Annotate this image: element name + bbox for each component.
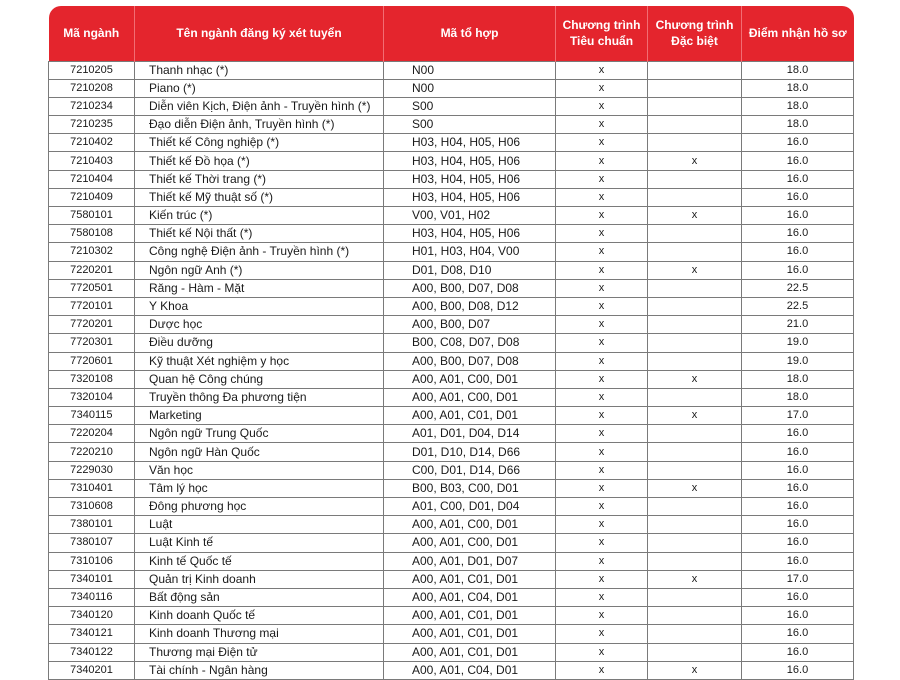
major-code-cell: 7210208 [49, 79, 135, 97]
major-code-cell: 7210404 [49, 170, 135, 188]
major-code-cell: 7220201 [49, 261, 135, 279]
table-row [49, 188, 854, 206]
major-code-cell: 7340120 [49, 607, 135, 625]
major-code-cell: 7210205 [49, 61, 135, 79]
standard-program-cell: x [556, 425, 648, 443]
subject-combination-cell: A00, B00, D07, D08 [384, 352, 556, 370]
subject-combination-cell: A00, B00, D07, D08 [384, 279, 556, 297]
subject-combination-cell: S00 [384, 97, 556, 115]
application-score-cell: 19.0 [742, 352, 854, 370]
table-row [49, 152, 854, 170]
application-score-cell: 21.0 [742, 316, 854, 334]
major-code-cell: 7310106 [49, 552, 135, 570]
subject-combination-cell: A00, A01, C00, D01 [384, 534, 556, 552]
application-score-cell: 16.0 [742, 207, 854, 225]
special-program-cell [648, 643, 742, 661]
major-code-cell: 7340201 [49, 661, 135, 679]
table-row [49, 116, 854, 134]
standard-program-cell: x [556, 334, 648, 352]
subject-combination-cell: A00, A01, C04, D01 [384, 588, 556, 606]
standard-program-cell: x [556, 297, 648, 315]
standard-program-cell: x [556, 316, 648, 334]
subject-combination-cell: B00, C08, D07, D08 [384, 334, 556, 352]
table-row [49, 534, 854, 552]
major-name-cell: Điều dưỡng [135, 334, 384, 352]
major-code-cell: 7720601 [49, 352, 135, 370]
special-program-cell [648, 61, 742, 79]
major-name-cell: Công nghệ Điện ảnh - Truyền hình (*) [135, 243, 384, 261]
table-row [49, 279, 854, 297]
standard-program-cell: x [556, 498, 648, 516]
table-row [49, 170, 854, 188]
special-program-cell: x [648, 207, 742, 225]
subject-combination-cell: H03, H04, H05, H06 [384, 170, 556, 188]
major-name-cell: Truyền thông Đa phương tiện [135, 388, 384, 406]
application-score-cell: 17.0 [742, 570, 854, 588]
major-code-cell: 7380107 [49, 534, 135, 552]
application-score-cell: 18.0 [742, 97, 854, 115]
major-code-cell: 7320108 [49, 370, 135, 388]
major-name-cell: Tâm lý học [135, 479, 384, 497]
table-row [49, 479, 854, 497]
table-row [49, 243, 854, 261]
standard-program-cell: x [556, 97, 648, 115]
application-score-cell: 22.5 [742, 297, 854, 315]
standard-program-cell: x [556, 534, 648, 552]
special-program-cell [648, 625, 742, 643]
standard-program-cell: x [556, 170, 648, 188]
special-program-cell [648, 134, 742, 152]
major-code-cell: 7220210 [49, 443, 135, 461]
header-standard-program: Chương trình Tiêu chuẩn [556, 6, 648, 61]
table-row [49, 388, 854, 406]
subject-combination-cell: A00, A01, C01, D01 [384, 607, 556, 625]
application-score-cell: 18.0 [742, 388, 854, 406]
application-score-cell: 22.5 [742, 279, 854, 297]
table-row [49, 588, 854, 606]
special-program-cell [648, 279, 742, 297]
major-name-cell: Diễn viên Kịch, Điện ảnh - Truyền hình (*) [135, 97, 384, 115]
application-score-cell: 16.0 [742, 188, 854, 206]
standard-program-cell: x [556, 225, 648, 243]
standard-program-cell: x [556, 279, 648, 297]
special-program-cell [648, 588, 742, 606]
special-program-cell: x [648, 407, 742, 425]
major-name-cell: Thiết kế Mỹ thuật số (*) [135, 188, 384, 206]
major-code-cell: 7720501 [49, 279, 135, 297]
major-name-cell: Bất động sản [135, 588, 384, 606]
application-score-cell: 16.0 [742, 170, 854, 188]
table-row [49, 461, 854, 479]
major-code-cell: 7720101 [49, 297, 135, 315]
major-code-cell: 7210409 [49, 188, 135, 206]
major-code-cell: 7340116 [49, 588, 135, 606]
table-row [49, 297, 854, 315]
standard-program-cell: x [556, 570, 648, 588]
major-code-cell: 7310608 [49, 498, 135, 516]
subject-combination-cell: N00 [384, 61, 556, 79]
major-name-cell: Thương mại Điện tử [135, 643, 384, 661]
subject-combination-cell: A00, A01, C04, D01 [384, 661, 556, 679]
major-name-cell: Văn học [135, 461, 384, 479]
major-name-cell: Luật Kinh tế [135, 534, 384, 552]
major-code-cell: 7380101 [49, 516, 135, 534]
application-score-cell: 16.0 [742, 261, 854, 279]
table-row [49, 443, 854, 461]
special-program-cell [648, 443, 742, 461]
subject-combination-cell: H03, H04, H05, H06 [384, 225, 556, 243]
table-row [49, 334, 854, 352]
application-score-cell: 16.0 [742, 443, 854, 461]
application-score-cell: 16.0 [742, 425, 854, 443]
header-major-name: Tên ngành đăng ký xét tuyển [135, 6, 384, 61]
table-body [49, 61, 854, 679]
table-row [49, 498, 854, 516]
standard-program-cell: x [556, 261, 648, 279]
special-program-cell [648, 516, 742, 534]
special-program-cell [648, 116, 742, 134]
application-score-cell: 16.0 [742, 588, 854, 606]
table-row [49, 643, 854, 661]
table-row [49, 61, 854, 79]
application-score-cell: 16.0 [742, 552, 854, 570]
major-name-cell: Piano (*) [135, 79, 384, 97]
header-major-code: Mã ngành [49, 6, 135, 61]
subject-combination-cell: V00, V01, H02 [384, 207, 556, 225]
major-code-cell: 7340122 [49, 643, 135, 661]
table-row [49, 370, 854, 388]
subject-combination-cell: A00, A01, D01, D07 [384, 552, 556, 570]
application-score-cell: 18.0 [742, 116, 854, 134]
application-score-cell: 16.0 [742, 479, 854, 497]
major-code-cell: 7340121 [49, 625, 135, 643]
subject-combination-cell: S00 [384, 116, 556, 134]
major-code-cell: 7340115 [49, 407, 135, 425]
application-score-cell: 16.0 [742, 225, 854, 243]
major-code-cell: 7210235 [49, 116, 135, 134]
admission-table [48, 6, 854, 680]
major-name-cell: Kinh doanh Quốc tế [135, 607, 384, 625]
standard-program-cell: x [556, 116, 648, 134]
standard-program-cell: x [556, 643, 648, 661]
table-row [49, 607, 854, 625]
application-score-cell: 16.0 [742, 152, 854, 170]
subject-combination-cell: A00, B00, D08, D12 [384, 297, 556, 315]
table-row [49, 516, 854, 534]
application-score-cell: 16.0 [742, 534, 854, 552]
subject-combination-cell: A00, A01, C00, D01 [384, 370, 556, 388]
special-program-cell [648, 552, 742, 570]
major-code-cell: 7210403 [49, 152, 135, 170]
major-name-cell: Luật [135, 516, 384, 534]
major-name-cell: Quản trị Kinh doanh [135, 570, 384, 588]
special-program-cell [648, 297, 742, 315]
special-program-cell: x [648, 261, 742, 279]
major-code-cell: 7210402 [49, 134, 135, 152]
special-program-cell: x [648, 152, 742, 170]
subject-combination-cell: A00, A01, C00, D01 [384, 516, 556, 534]
table-row [49, 261, 854, 279]
special-program-cell [648, 225, 742, 243]
subject-combination-cell: H03, H04, H05, H06 [384, 152, 556, 170]
table-row [49, 316, 854, 334]
standard-program-cell: x [556, 352, 648, 370]
admission-table-container [48, 6, 853, 680]
special-program-cell [648, 170, 742, 188]
subject-combination-cell: N00 [384, 79, 556, 97]
special-program-cell [648, 461, 742, 479]
table-row [49, 552, 854, 570]
header-special-program: Chương trình Đặc biệt [648, 6, 742, 61]
standard-program-cell: x [556, 388, 648, 406]
subject-combination-cell: A01, D01, D04, D14 [384, 425, 556, 443]
application-score-cell: 17.0 [742, 407, 854, 425]
special-program-cell [648, 388, 742, 406]
major-code-cell: 7580108 [49, 225, 135, 243]
subject-combination-cell: D01, D08, D10 [384, 261, 556, 279]
subject-combination-cell: H03, H04, H05, H06 [384, 188, 556, 206]
application-score-cell: 18.0 [742, 370, 854, 388]
application-score-cell: 19.0 [742, 334, 854, 352]
subject-combination-cell: A00, A01, C01, D01 [384, 625, 556, 643]
application-score-cell: 16.0 [742, 461, 854, 479]
major-name-cell: Ngôn ngữ Trung Quốc [135, 425, 384, 443]
standard-program-cell: x [556, 625, 648, 643]
standard-program-cell: x [556, 152, 648, 170]
major-name-cell: Ngôn ngữ Hàn Quốc [135, 443, 384, 461]
major-name-cell: Đạo diễn Điện ảnh, Truyền hình (*) [135, 116, 384, 134]
table-row [49, 352, 854, 370]
major-name-cell: Thiết kế Thời trang (*) [135, 170, 384, 188]
table-row [49, 407, 854, 425]
standard-program-cell: x [556, 79, 648, 97]
special-program-cell [648, 97, 742, 115]
application-score-cell: 16.0 [742, 516, 854, 534]
special-program-cell [648, 334, 742, 352]
major-code-cell: 7229030 [49, 461, 135, 479]
subject-combination-cell: D01, D10, D14, D66 [384, 443, 556, 461]
subject-combination-cell: A01, C00, D01, D04 [384, 498, 556, 516]
subject-combination-cell: A00, A01, C01, D01 [384, 643, 556, 661]
standard-program-cell: x [556, 188, 648, 206]
special-program-cell [648, 498, 742, 516]
major-code-cell: 7210234 [49, 97, 135, 115]
standard-program-cell: x [556, 207, 648, 225]
major-code-cell: 7340101 [49, 570, 135, 588]
table-row [49, 79, 854, 97]
major-code-cell: 7220204 [49, 425, 135, 443]
special-program-cell [648, 316, 742, 334]
major-name-cell: Răng - Hàm - Mặt [135, 279, 384, 297]
header-subject-combination: Mã tổ hợp [384, 6, 556, 61]
major-name-cell: Thanh nhạc (*) [135, 61, 384, 79]
major-name-cell: Kiến trúc (*) [135, 207, 384, 225]
special-program-cell [648, 607, 742, 625]
table-row [49, 425, 854, 443]
major-code-cell: 7720301 [49, 334, 135, 352]
application-score-cell: 16.0 [742, 498, 854, 516]
subject-combination-cell: B00, B03, C00, D01 [384, 479, 556, 497]
header-application-score: Điểm nhận hồ sơ [742, 6, 854, 61]
application-score-cell: 16.0 [742, 243, 854, 261]
standard-program-cell: x [556, 516, 648, 534]
subject-combination-cell: A00, A01, C01, D01 [384, 407, 556, 425]
major-name-cell: Thiết kế Đồ họa (*) [135, 152, 384, 170]
standard-program-cell: x [556, 370, 648, 388]
application-score-cell: 16.0 [742, 134, 854, 152]
table-row [49, 625, 854, 643]
standard-program-cell: x [556, 443, 648, 461]
application-score-cell: 16.0 [742, 661, 854, 679]
major-name-cell: Y Khoa [135, 297, 384, 315]
standard-program-cell: x [556, 461, 648, 479]
special-program-cell [648, 534, 742, 552]
major-name-cell: Thiết kế Nội thất (*) [135, 225, 384, 243]
application-score-cell: 18.0 [742, 61, 854, 79]
major-name-cell: Kỹ thuật Xét nghiệm y học [135, 352, 384, 370]
standard-program-cell: x [556, 61, 648, 79]
major-name-cell: Kinh doanh Thương mại [135, 625, 384, 643]
major-name-cell: Dược học [135, 316, 384, 334]
table-row [49, 207, 854, 225]
table-row [49, 97, 854, 115]
application-score-cell: 18.0 [742, 79, 854, 97]
special-program-cell: x [648, 570, 742, 588]
major-name-cell: Marketing [135, 407, 384, 425]
major-name-cell: Đông phương học [135, 498, 384, 516]
application-score-cell: 16.0 [742, 625, 854, 643]
major-name-cell: Kinh tế Quốc tế [135, 552, 384, 570]
standard-program-cell: x [556, 607, 648, 625]
table-row [49, 225, 854, 243]
subject-combination-cell: H03, H04, H05, H06 [384, 134, 556, 152]
special-program-cell [648, 352, 742, 370]
major-name-cell: Quan hệ Công chúng [135, 370, 384, 388]
subject-combination-cell: C00, D01, D14, D66 [384, 461, 556, 479]
standard-program-cell: x [556, 588, 648, 606]
major-code-cell: 7210302 [49, 243, 135, 261]
subject-combination-cell: H01, H03, H04, V00 [384, 243, 556, 261]
table-row [49, 570, 854, 588]
subject-combination-cell: A00, A01, C01, D01 [384, 570, 556, 588]
major-name-cell: Thiết kế Công nghiệp (*) [135, 134, 384, 152]
application-score-cell: 16.0 [742, 643, 854, 661]
subject-combination-cell: A00, A01, C00, D01 [384, 388, 556, 406]
special-program-cell: x [648, 479, 742, 497]
standard-program-cell: x [556, 407, 648, 425]
table-header [49, 6, 854, 61]
major-code-cell: 7720201 [49, 316, 135, 334]
subject-combination-cell: A00, B00, D07 [384, 316, 556, 334]
major-code-cell: 7320104 [49, 388, 135, 406]
major-code-cell: 7580101 [49, 207, 135, 225]
special-program-cell: x [648, 370, 742, 388]
special-program-cell [648, 243, 742, 261]
table-row [49, 134, 854, 152]
major-name-cell: Ngôn ngữ Anh (*) [135, 261, 384, 279]
application-score-cell: 16.0 [742, 607, 854, 625]
special-program-cell [648, 188, 742, 206]
major-code-cell: 7310401 [49, 479, 135, 497]
standard-program-cell: x [556, 134, 648, 152]
standard-program-cell: x [556, 243, 648, 261]
special-program-cell: x [648, 661, 742, 679]
major-name-cell: Tài chính - Ngân hàng [135, 661, 384, 679]
special-program-cell [648, 79, 742, 97]
standard-program-cell: x [556, 661, 648, 679]
standard-program-cell: x [556, 552, 648, 570]
header-row [49, 6, 854, 61]
special-program-cell [648, 425, 742, 443]
standard-program-cell: x [556, 479, 648, 497]
